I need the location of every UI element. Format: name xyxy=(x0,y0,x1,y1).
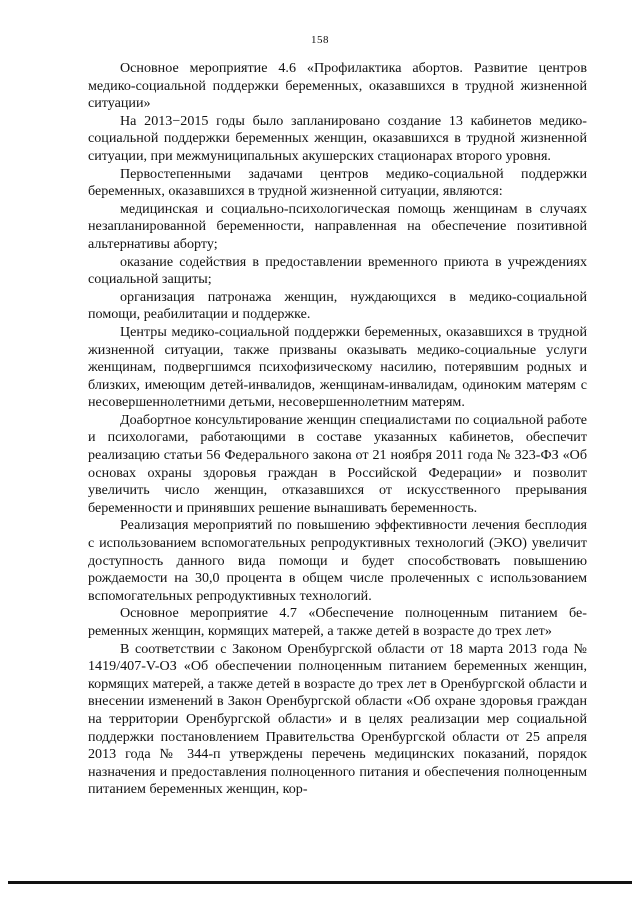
bottom-rule xyxy=(8,881,632,884)
list-item: оказание содействия в предоставлении временного приюта в учреждениях социальной защиты; xyxy=(88,253,587,288)
paragraph: В соответствии с Законом Оренбургской области от 18 марта 2013 года № 1419/407-V-ОЗ «Об обеспечении полноценным питанием беременных женщин, кормящих матерей, а также детей в возрасте до трех лет в Оренбургской области и внесении изменений в Закон Оренбургской области «Об охране здоровья граждан на территории Оренбургской области» и в целях реализации мер социальной поддержки постановлением Правительства Оренбургской области от 25 апреля 2013 года № 344-п утверждены перечень медицинских показаний, порядок назначения и предоставления полноценного питания и обеспечения полноценным питанием беременных женщин, кор- xyxy=(88,640,587,798)
paragraph: На 2013−2015 годы было запланировано создание 13 кабинетов медико-социальной поддержки беременных женщин, оказавшихся в трудной жизненной ситуации, при межмуниципальных акушерских стационарах второго уровня. xyxy=(88,112,587,164)
paragraph: Доабортное консультирование женщин специалистами по социальной работе и психологами, работающими в составе указанных кабинетов, обеспечит реализацию статьи 56 Федерального закона от 21 ноября 2011 года № 323-ФЗ «Об основах охраны здоровья граждан в Российской Федерации» и позволит увеличить число женщин, отказавшихся от искусственного прерывания беременности и принявших решение вынашивать беременность. xyxy=(88,411,587,516)
page-number: 158 xyxy=(311,34,329,46)
list-item: организация патронажа женщин, нуждающихся в медико-социальной помощи, реабилитации и поддержке. xyxy=(88,288,587,323)
paragraph: Центры медико-социальной поддержки беременных, оказавшихся в трудной жизненной ситуации, также призваны оказывать медико-социальные услуги женщинам, подвергшимся психофизическому насилию, потерявшим родных и близких, имеющим детей-инвалидов, женщинам-инвалидам, одиноким матерям с несовершеннолетними детьми, несовершеннолетним матерям. xyxy=(88,323,587,411)
body-text xyxy=(88,60,587,799)
paragraph: Реализация мероприятий по повышению эффективности лечения бесплодия с использованием вспомогательных репродуктивных технологий (ЭКО) увеличит доступность данного вида помощи и будет способствовать повышению рождаемости на 30,0 процента в общем числе пролеченных с использованием вспомогательных репродуктивных технологий. xyxy=(88,517,587,604)
paragraph: Первостепенными задачами центров медико-социальной поддержки беременных, оказавшихся в трудной жизненной ситуации, являются: xyxy=(88,165,587,200)
section-heading-4-6: Основное мероприятие 4.6 «Профилактика абортов. Развитие центров медико-социальной поддержки беременных, оказавшихся в трудной жизненной ситуации» xyxy=(88,60,587,112)
list-item: медицинская и социально-психологическая помощь женщинам в случаях незапланированной беременности, направленная на обеспечение позитивной альтернативы аборту; xyxy=(88,200,587,252)
section-heading-4-7: Основное мероприятие 4.7 «Обеспечение полноценным питанием беременных женщин, кормящих матерей, а также детей в возрасте до трех лет» xyxy=(88,605,587,639)
